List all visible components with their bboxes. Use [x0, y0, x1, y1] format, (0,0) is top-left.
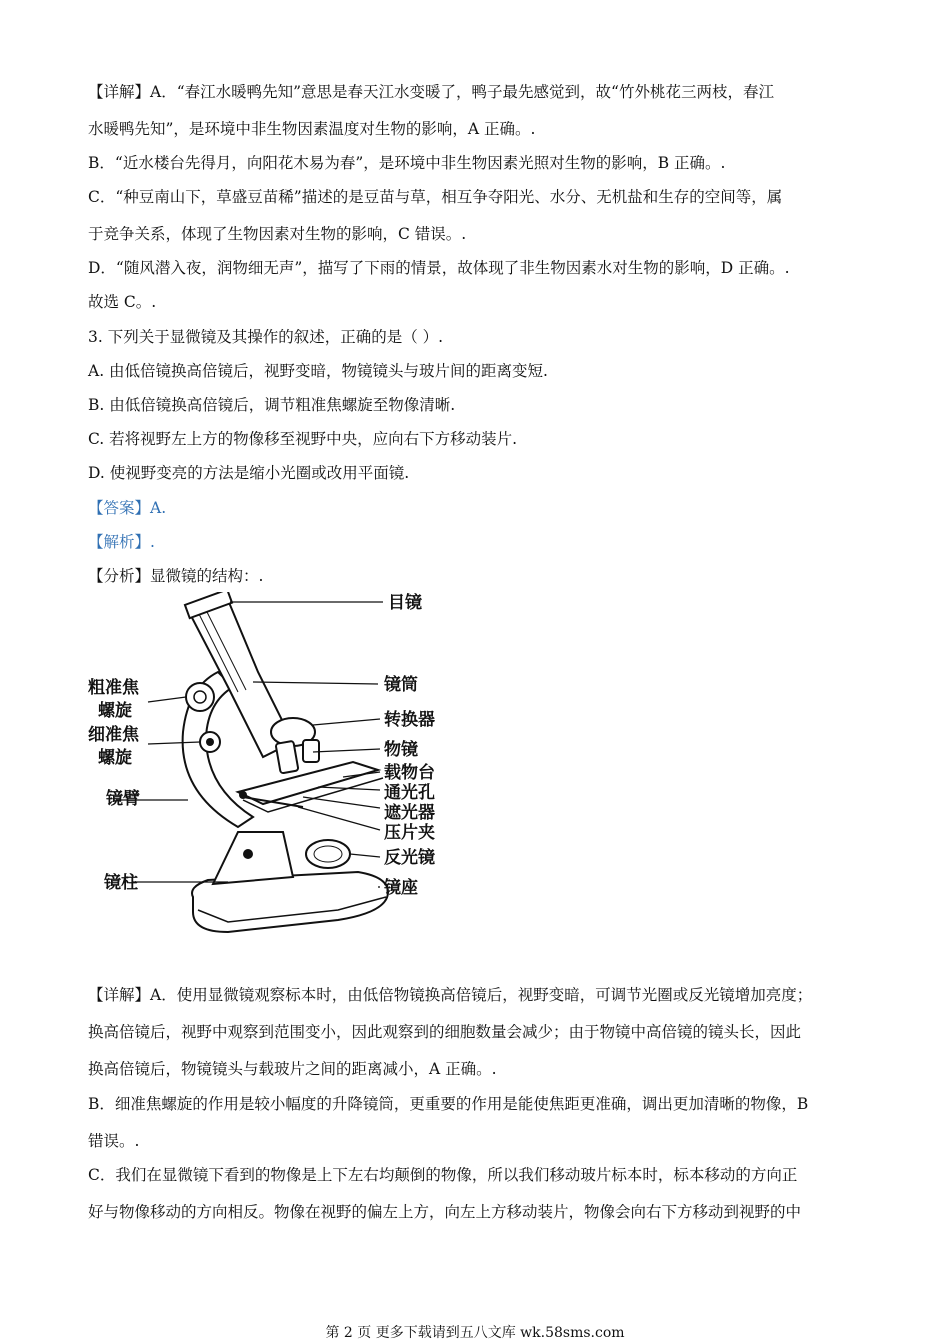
text-line: 故选 C。. — [88, 293, 157, 311]
label-base: 镜座 — [384, 878, 418, 898]
label-coarse-line2: 螺旋 — [98, 701, 132, 721]
text-line: 【答案】A. — [88, 499, 167, 517]
text-line: C．我们在显微镜下看到的物像是上下左右均颠倒的物像，所以我们移动玻片标本时，标本移动的方向正 — [88, 1166, 798, 1184]
text-line: 【详解】A．“春江水暖鸭先知”意思是春天江水变暖了，鸭子最先感觉到，故“竹外桃花三两枝，春江 — [88, 83, 774, 101]
label-clip: 压片夹 — [384, 823, 435, 843]
label-eyepiece: 目镜 — [388, 593, 422, 613]
label-tube: 镜筒 — [384, 675, 418, 695]
text-line: 3. 下列关于显微镜及其操作的叙述，正确的是（ ）. — [88, 328, 444, 346]
label-nosepiece: 转换器 — [384, 710, 435, 730]
text-line: 于竞争关系，体现了生物因素对生物的影响，C 错误。. — [88, 225, 467, 243]
label-arm: 镜臂 — [106, 789, 140, 809]
label-fine-line2: 螺旋 — [98, 748, 132, 768]
text-line: 换高倍镜后，视野中观察到范围变小，因此观察到的细胞数量会减少；由于物镜中高倍镜的镜头长，因此 — [88, 1023, 802, 1041]
text-line: B．“近水楼台先得月，向阳花木易为春”，是环境中非生物因素光照对生物的影响，B 正确。. — [88, 154, 726, 172]
text-line: 【分析】显微镜的结构：. — [88, 567, 264, 585]
label-pillar: 镜柱 — [104, 873, 138, 893]
text-line: B. 由低倍镜换高倍镜后，调节粗准焦螺旋至物像清晰. — [88, 396, 456, 414]
text-line: 错误。. — [88, 1132, 140, 1150]
text-line: A. 由低倍镜换高倍镜后，视野变暗，物镜镜头与玻片间的距离变短. — [88, 362, 548, 380]
text-line: B．细准焦螺旋的作用是较小幅度的升降镜筒，更重要的作用是能使焦距更准确，调出更加清晰的物像，B — [88, 1095, 809, 1113]
label-coarse-line1: 粗准焦 — [88, 678, 139, 698]
text-line: 【解析】. — [88, 533, 155, 551]
label-objective: 物镜 — [384, 740, 418, 760]
label-fine-line1: 细准焦 — [88, 725, 139, 745]
page-footer: 第 2 页 更多下载请到五八文库 wk.58sms.com — [325, 1325, 625, 1341]
label-stage: 载物台 — [384, 763, 435, 783]
label-mirror: 反光镜 — [384, 848, 435, 868]
text-line: C. 若将视野左上方的物像移至视野中央，应向右下方移动装片. — [88, 430, 518, 448]
text-line: 换高倍镜后，物镜镜头与载玻片之间的距离减小，A 正确。. — [88, 1060, 497, 1078]
label-aperture: 通光孔 — [384, 783, 435, 803]
text-line: D. 使视野变亮的方法是缩小光圈或改用平面镜. — [88, 464, 410, 482]
text-line: 好与物像移动的方向相反。物像在视野的偏左上方，向左上方移动装片，物像会向右下方移动到视野的中 — [88, 1203, 802, 1221]
text-line: C．“种豆南山下，草盛豆苗稀”描述的是豆苗与草，相互争夺阳光、水分、无机盐和生存的空间等，属 — [88, 188, 783, 206]
text-line: 水暖鸭先知”，是环境中非生物因素温度对生物的影响，A 正确。. — [88, 120, 536, 138]
text-line: 【详解】A．使用显微镜观察标本时，由低倍物镜换高倍镜后，视野变暗，可调节光圈或反光镜增加亮度； — [88, 986, 813, 1004]
pillar-shape — [213, 832, 293, 884]
microscope-structure-diagram — [88, 592, 468, 952]
text-line: D．“随风潜入夜，润物细无声”，描写了下雨的情景，故体现了非生物因素水对生物的影响，D 正确。. — [88, 259, 790, 277]
objective-shape — [276, 741, 299, 774]
label-diaphragm: 遮光器 — [384, 803, 435, 823]
